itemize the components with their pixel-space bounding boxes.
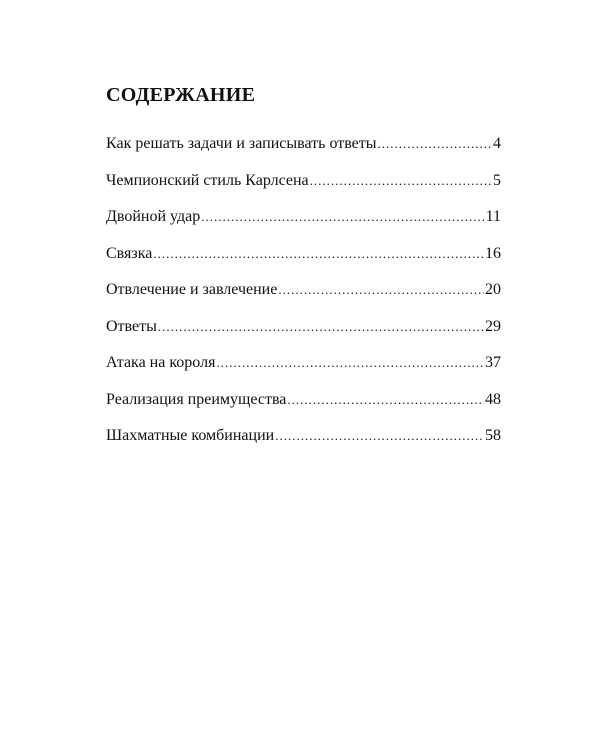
toc-entry-label: Двойной удар: [106, 208, 201, 225]
toc-dot-leader: [278, 282, 484, 298]
toc-page-number: 48: [485, 390, 501, 408]
page-title: СОДЕРЖАНИЕ: [106, 84, 256, 106]
toc-entry-label: Как решать задачи и записывать ответы: [106, 135, 377, 152]
toc-dot-leader: [216, 355, 484, 371]
toc-entry-label: Реализация преимущества: [106, 390, 287, 408]
toc-dot-leader: [310, 173, 492, 189]
toc-entry[interactable]: [106, 281, 501, 318]
toc-entry-label: Атака на короля: [106, 354, 216, 371]
toc-page-number: 4: [493, 135, 501, 152]
toc-dot-leader: [153, 246, 484, 262]
toc-entry-label: Чемпионский стиль Карлсена: [106, 171, 309, 189]
toc-dot-leader: [158, 319, 484, 335]
toc-entry[interactable]: [106, 135, 501, 172]
toc-page-number: 20: [485, 281, 501, 298]
toc-page-number: 11: [485, 208, 501, 225]
toc-page-number: 58: [485, 427, 501, 444]
toc-entry[interactable]: [106, 427, 501, 464]
toc-entry[interactable]: [106, 208, 501, 245]
toc-page-number: 29: [485, 317, 501, 335]
toc-entry-label: Ответы: [106, 317, 157, 335]
toc-entry[interactable]: [106, 245, 501, 282]
toc-entry-label: Связка: [106, 244, 153, 262]
toc-dot-leader: [275, 428, 484, 444]
toc-entry-label: Отвлечение и завлечение: [106, 281, 278, 298]
toc-dot-leader: [378, 136, 492, 152]
toc-page-number: 5: [493, 171, 501, 189]
toc-entry-label: Шахматные комбинации: [106, 427, 275, 444]
toc-entry[interactable]: [106, 391, 501, 428]
toc-entry[interactable]: [106, 354, 501, 391]
toc-page-number: 37: [485, 354, 501, 371]
toc-entry[interactable]: [106, 318, 501, 355]
table-of-contents: [106, 135, 501, 464]
toc-entry[interactable]: [106, 172, 501, 209]
toc-page-number: 16: [485, 244, 501, 262]
toc-dot-leader: [287, 392, 484, 408]
toc-dot-leader: [201, 209, 484, 225]
